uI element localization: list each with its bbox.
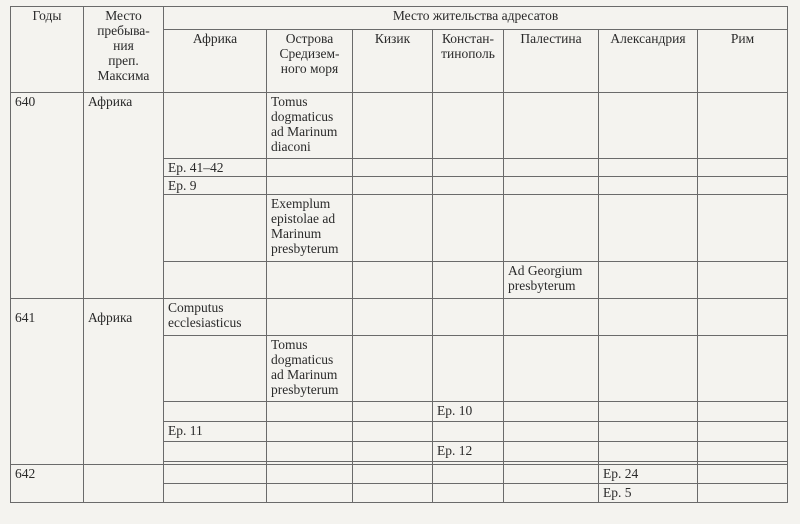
header-location: Место пребыва- ния преп. Максима bbox=[84, 7, 164, 93]
location-cell: Африка bbox=[84, 299, 164, 465]
document-cell: Ep. 9 bbox=[164, 177, 267, 195]
header-col-palestine: Палестина bbox=[504, 30, 599, 93]
document-cell: Ep. 5 bbox=[599, 484, 698, 503]
document-cell: Ep. 12 bbox=[433, 442, 504, 462]
table-row bbox=[11, 465, 788, 484]
document-cell: Computus ecclesiasticus bbox=[164, 299, 267, 336]
document-cell: Ad Georgium presbyterum bbox=[504, 262, 599, 299]
header-col-alexandria: Александрия bbox=[599, 30, 698, 93]
document-cell: Tomus dogmaticus ad Marinum diaconi bbox=[267, 93, 353, 159]
document-cell: Ep. 11 bbox=[164, 422, 267, 442]
document-cell: Ep. 10 bbox=[433, 402, 504, 422]
header-col-constantinople: Констан- тинополь bbox=[433, 30, 504, 93]
header-col-africa: Африка bbox=[164, 30, 267, 93]
location-cell bbox=[84, 465, 164, 503]
year-cell: 640 bbox=[11, 93, 84, 299]
location-cell: Африка bbox=[84, 93, 164, 299]
year-cell: 641 bbox=[11, 299, 84, 465]
header-recipients: Место жительства адресатов bbox=[164, 7, 788, 30]
header-col-cyzicus: Кизик bbox=[353, 30, 433, 93]
table-row bbox=[11, 299, 788, 336]
table-row bbox=[11, 93, 788, 159]
document-cell: Tomus dogmaticus ad Marinum presbyterum bbox=[267, 336, 353, 402]
year-cell: 642 bbox=[11, 465, 84, 503]
header-years: Годы bbox=[11, 7, 84, 93]
header-col-islands: Острова Средизем- ного моря bbox=[267, 30, 353, 93]
chronology-table bbox=[10, 6, 788, 503]
document-cell: Ep. 24 bbox=[599, 465, 698, 484]
header-col-rome: Рим bbox=[698, 30, 788, 93]
document-cell: Exemplum epistolae ad Marinum presbyterum bbox=[267, 195, 353, 262]
document-cell: Ep. 41–42 bbox=[164, 159, 267, 177]
